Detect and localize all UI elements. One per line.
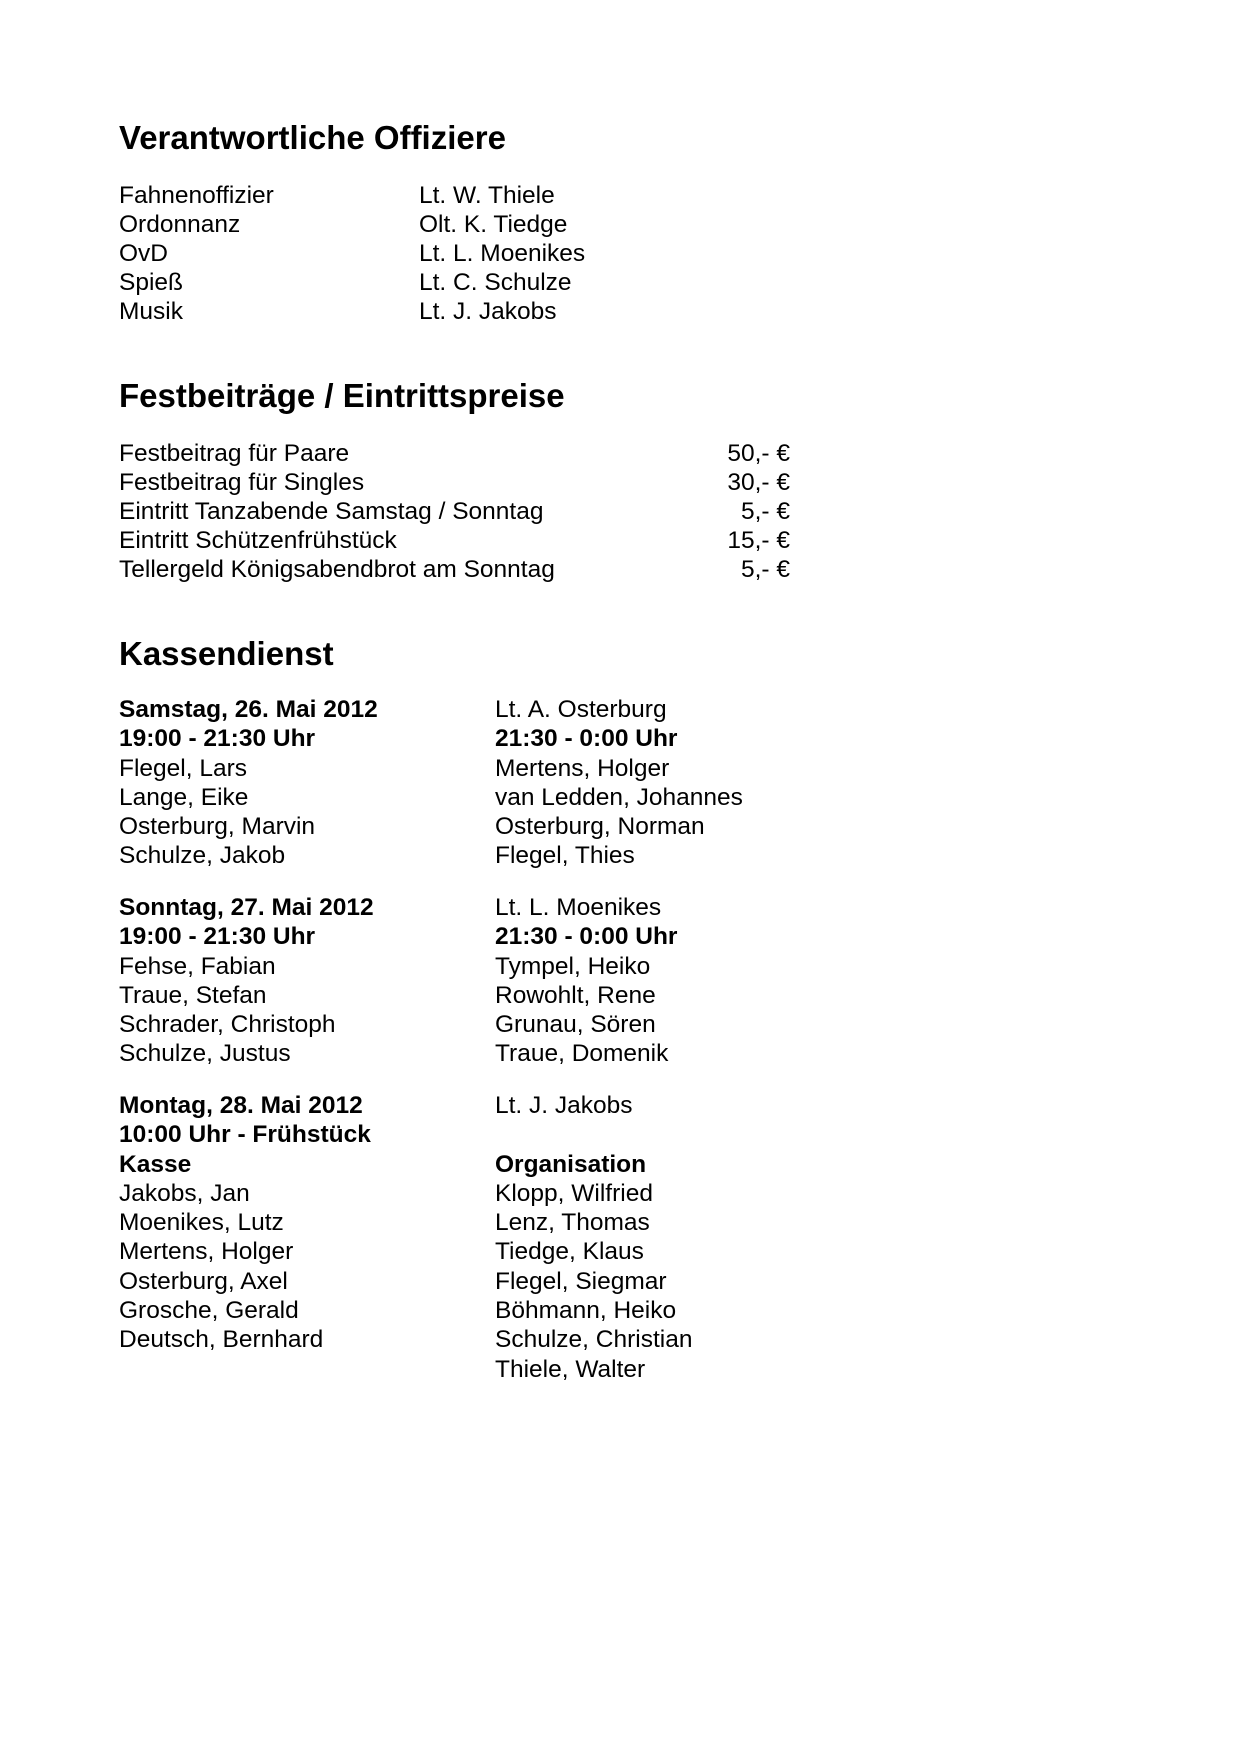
sunday-block-left (119, 893, 374, 1069)
person-name: Fehse, Fabian (119, 952, 276, 980)
officer-role: Fahnenoffizier (119, 182, 274, 209)
person-name: Lenz, Thomas (495, 1209, 650, 1237)
shift-time: 21:30 - 0:00 Uhr (495, 725, 678, 753)
shift-time: 19:00 - 21:30 Uhr (119, 923, 316, 951)
person-name: Schulze, Jakob (119, 842, 286, 870)
person-name: Lange, Eike (119, 783, 249, 811)
person-name: Traue, Stefan (119, 981, 267, 1009)
person-name: Jakobs, Jan (119, 1179, 250, 1207)
person-name: Grunau, Sören (495, 1011, 656, 1039)
person-name: Böhmann, Heiko (495, 1297, 677, 1325)
saturday-block-left (119, 695, 378, 871)
officer-role: Ordonnanz (119, 211, 241, 238)
sunday-block-right (495, 893, 677, 1069)
fee-price: 5,- € (740, 556, 790, 583)
person-name: Flegel, Siegmar (495, 1267, 667, 1295)
fee-label: Festbeitrag für Singles (119, 469, 365, 496)
shift-time: 10:00 Uhr - Frühstück (119, 1121, 371, 1149)
day-officer: Lt. J. Jakobs (495, 1092, 633, 1119)
day-heading: Sonntag, 27. Mai 2012 (119, 894, 374, 921)
person-name: Tiedge, Klaus (495, 1238, 644, 1266)
fee-price: 50,- € (727, 440, 790, 467)
officers-heading: Verantwortliche Offiziere (119, 119, 506, 156)
officer-name: Olt. K. Tiedge (419, 211, 568, 238)
kasse-label: Kasse (119, 1150, 192, 1178)
person-name: Osterburg, Norman (495, 813, 705, 841)
person-name: Flegel, Thies (495, 842, 635, 870)
fee-price: 15,- € (727, 527, 790, 554)
officer-name: Lt. L. Moenikes (419, 240, 586, 267)
person-name: Thiele, Walter (495, 1355, 646, 1383)
person-name: Klopp, Wilfried (495, 1179, 653, 1207)
person-name: Grosche, Gerald (119, 1297, 299, 1325)
day-officer: Lt. A. Osterburg (495, 696, 667, 723)
person-name: Osterburg, Marvin (119, 813, 316, 841)
person-name: Deutsch, Bernhard (119, 1326, 324, 1354)
person-name: Flegel, Lars (119, 754, 248, 782)
fee-label: Eintritt Schützenfrühstück (119, 527, 397, 554)
fees-heading: Festbeiträge / Eintrittspreise (119, 377, 565, 414)
fee-price: 30,- € (727, 469, 790, 496)
person-name: Moenikes, Lutz (119, 1209, 284, 1237)
fee-label: Eintritt Tanzabende Samstag / Sonntag (119, 498, 544, 525)
spacer (495, 1120, 692, 1149)
shift-time: 19:00 - 21:30 Uhr (119, 725, 316, 753)
person-name: Schrader, Christoph (119, 1011, 336, 1039)
organisation-label: Organisation (495, 1150, 647, 1178)
officer-name: Lt. W. Thiele (419, 182, 555, 209)
person-name: Mertens, Holger (495, 754, 670, 782)
officer-role: Musik (119, 298, 183, 325)
person-name: Schulze, Christian (495, 1326, 693, 1354)
fee-price: 5,- € (740, 498, 790, 525)
kasse-heading: Kassendienst (119, 635, 334, 672)
day-heading: Montag, 28. Mai 2012 (119, 1092, 363, 1119)
saturday-block-right (495, 695, 743, 871)
person-name: Osterburg, Axel (119, 1267, 288, 1295)
fee-label: Tellergeld Königsabendbrot am Sonntag (119, 556, 555, 583)
officer-name: Lt. C. Schulze (419, 269, 572, 296)
person-name: Tympel, Heiko (495, 952, 651, 980)
person-name: van Ledden, Johannes (495, 783, 743, 811)
fee-label: Festbeitrag für Paare (119, 440, 350, 467)
person-name: Schulze, Justus (119, 1040, 291, 1068)
officer-role: Spieß (119, 269, 184, 296)
person-name: Rowohlt, Rene (495, 981, 656, 1009)
shift-time: 21:30 - 0:00 Uhr (495, 923, 678, 951)
officer-name: Lt. J. Jakobs (419, 298, 557, 325)
officer-role: OvD (119, 240, 168, 267)
day-officer: Lt. L. Moenikes (495, 894, 662, 921)
day-heading: Samstag, 26. Mai 2012 (119, 696, 378, 723)
person-name: Traue, Domenik (495, 1040, 669, 1068)
monday-block-right (495, 1091, 692, 1384)
monday-block-left (119, 1091, 371, 1355)
person-name: Mertens, Holger (119, 1238, 294, 1266)
